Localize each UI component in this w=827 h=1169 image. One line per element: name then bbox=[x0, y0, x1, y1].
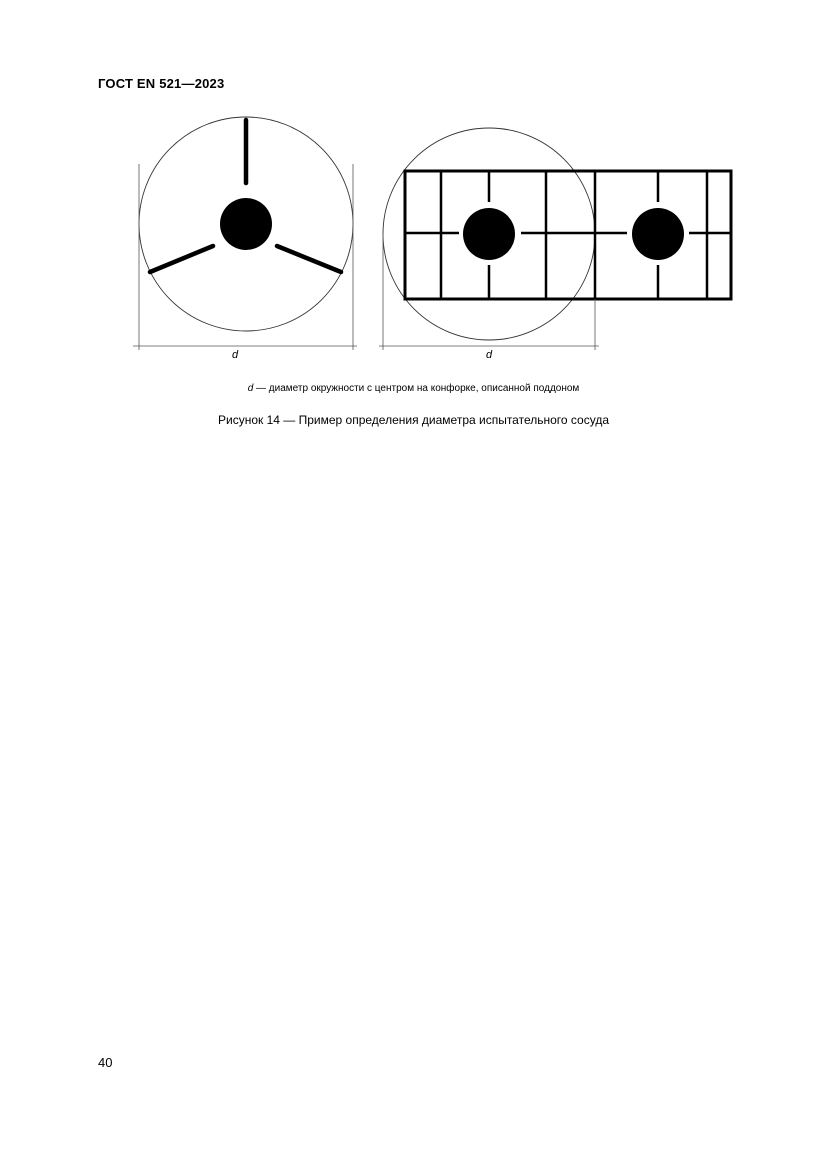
grid-burner-left bbox=[463, 208, 515, 260]
page-number: 40 bbox=[98, 1055, 113, 1070]
left-burner bbox=[220, 198, 272, 250]
legend-text: — диаметр окружности с центром на конфорке, описанной поддоном bbox=[253, 383, 580, 394]
figure-legend bbox=[0, 383, 827, 394]
pan-support-left bbox=[150, 246, 213, 272]
grid-burner-diagram bbox=[379, 128, 731, 350]
round-burner-diagram bbox=[133, 117, 357, 350]
left-dimension-label: d bbox=[232, 349, 239, 361]
grid-burner-right bbox=[632, 208, 684, 260]
pan-support-right bbox=[277, 246, 341, 272]
legend-symbol: d bbox=[247, 383, 254, 394]
right-dimension-label: d bbox=[486, 349, 493, 361]
figure-caption: Рисунок 14 — Пример определения диаметра испытательного сосуда bbox=[218, 413, 609, 427]
figure-14-drawing bbox=[0, 0, 827, 380]
document-header: ГОСТ EN 521—2023 bbox=[98, 76, 225, 91]
